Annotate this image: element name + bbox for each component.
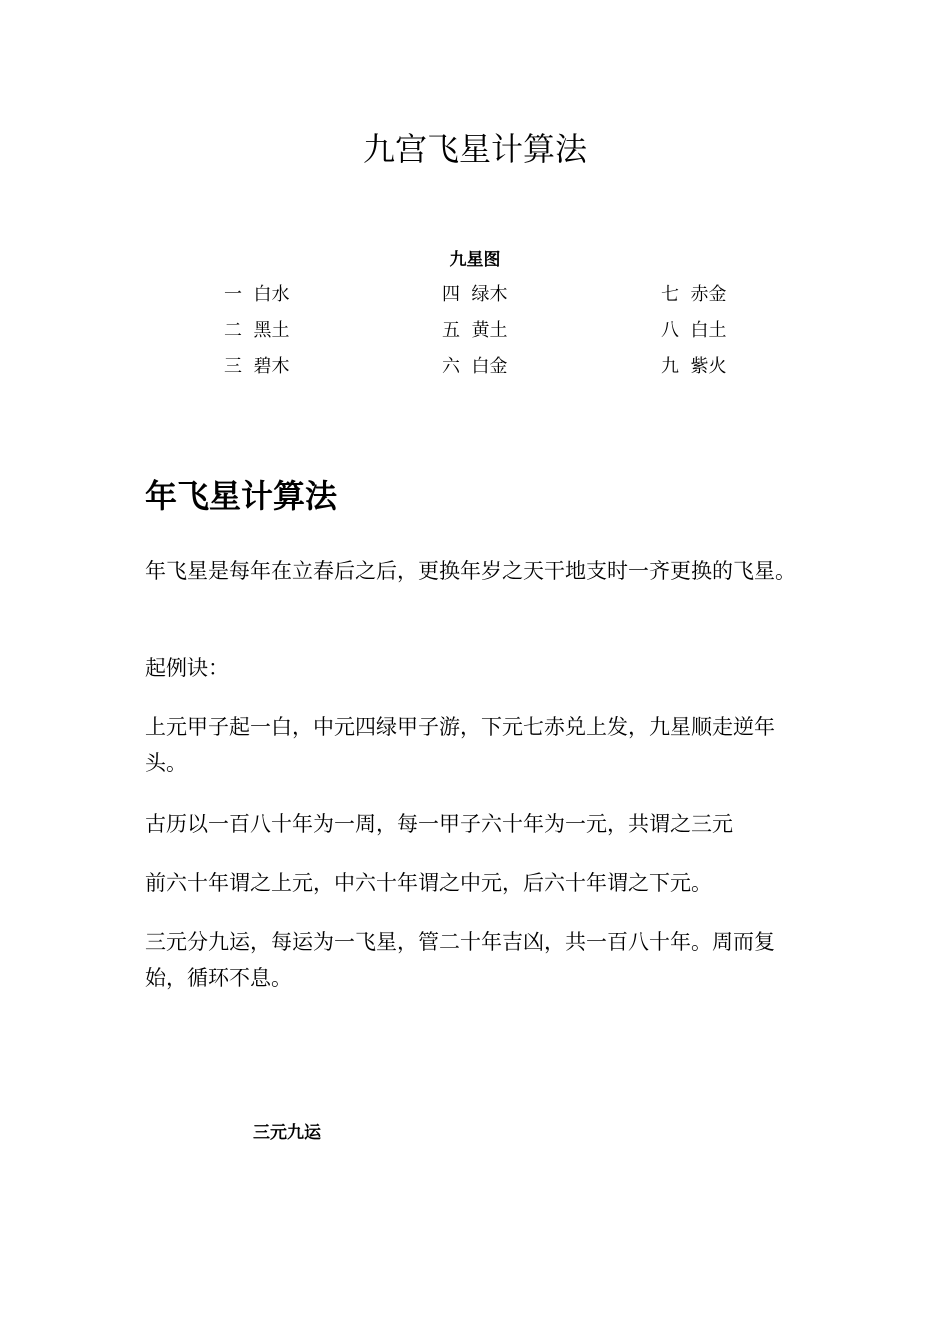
- section-heading: 年飞星计算法: [145, 477, 338, 515]
- star-cell: 三 碧木: [224, 356, 290, 377]
- nine-stars-caption: 九星图: [449, 250, 501, 270]
- star-cell: 二 黑土: [224, 320, 290, 341]
- page-title: 九宫飞星计算法: [362, 130, 587, 168]
- sanyuan-jiuyun-caption: 三元九运: [253, 1123, 321, 1143]
- star-cell: 一 白水: [224, 284, 290, 305]
- star-cell: 九 紫火: [661, 356, 727, 377]
- star-cell: 六 白金: [442, 356, 508, 377]
- paragraph: 古历以一百八十年为一周，每一甲子六十年为一元，共谓之三元: [145, 812, 733, 836]
- paragraph: 前六十年谓之上元，中六十年谓之中元，后六十年谓之下元。: [145, 871, 712, 895]
- star-cell: 八 白土: [661, 320, 727, 341]
- star-cell: 七 赤金: [661, 284, 727, 305]
- paragraph: 上元甲子起一白，中元四绿甲子游，下元七赤兑上发，九星顺走逆年头。: [145, 715, 775, 775]
- paragraph: 起例诀：: [145, 656, 229, 680]
- star-cell: 五 黄土: [442, 320, 508, 341]
- paragraph: 三元分九运，每运为一飞星，管二十年吉凶，共一百八十年。周而复始，循环不息。: [145, 930, 775, 990]
- paragraph: 年飞星是每年在立春后之后，更换年岁之天干地支时一齐更换的飞星。: [145, 559, 796, 583]
- star-cell: 四 绿木: [442, 284, 508, 305]
